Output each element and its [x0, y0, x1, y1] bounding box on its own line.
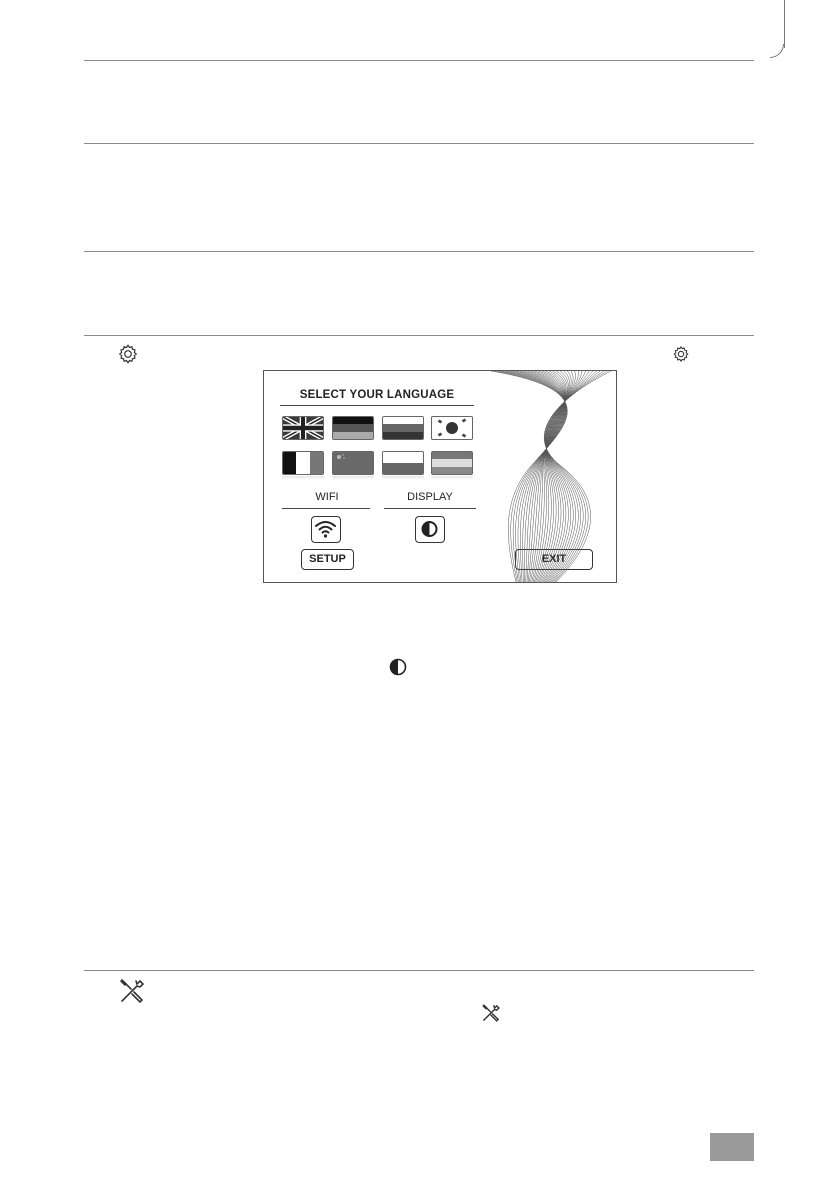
russia-flag-icon[interactable] [382, 416, 424, 440]
display-button[interactable] [415, 516, 445, 543]
wave-line [546, 371, 589, 582]
settings-screen [263, 370, 617, 583]
tools-icon [118, 977, 146, 1005]
wifi-rule [282, 508, 370, 509]
flag-reflection [382, 476, 424, 480]
setup-button[interactable]: SETUP [301, 549, 354, 570]
wave-graphic [486, 371, 616, 582]
exit-button[interactable]: EXIT [515, 549, 593, 570]
rule-3 [84, 251, 754, 252]
gear-icon [117, 343, 139, 365]
wave-line [502, 371, 566, 582]
netherlands-flag-icon[interactable] [431, 451, 473, 475]
uk-flag-icon[interactable] [282, 416, 324, 440]
gear-icon [672, 345, 690, 363]
contrast-icon [416, 517, 443, 541]
france-flag-icon[interactable] [282, 451, 324, 475]
contrast-icon [388, 657, 408, 677]
rule-5 [84, 970, 754, 971]
rule-4 [84, 335, 754, 336]
rule-2 [84, 143, 754, 144]
wave-line [531, 371, 565, 582]
wifi-label: WIFI [315, 491, 339, 503]
flag-reflection [282, 476, 324, 480]
flag-reflection [332, 476, 374, 480]
wave-line [544, 371, 611, 582]
cut-mark-corner [770, 44, 784, 58]
language-title-rule [280, 405, 474, 406]
display-rule [384, 508, 476, 509]
wifi-icon [312, 517, 339, 541]
wifi-button[interactable] [311, 516, 341, 543]
germany-flag-icon[interactable] [332, 416, 374, 440]
page-number-tab [710, 1133, 754, 1161]
rule-1 [84, 60, 754, 61]
language-title: SELECT YOUR LANGUAGE [299, 389, 455, 401]
wave-line [545, 371, 608, 582]
display-label: DISPLAY [407, 491, 453, 503]
china-flag-icon[interactable] [332, 451, 374, 475]
tools-icon [481, 1003, 501, 1023]
korea-flag-icon[interactable] [431, 416, 473, 440]
cut-mark-line [784, 0, 785, 48]
flag-reflection [431, 476, 473, 480]
poland-flag-icon[interactable] [382, 451, 424, 475]
